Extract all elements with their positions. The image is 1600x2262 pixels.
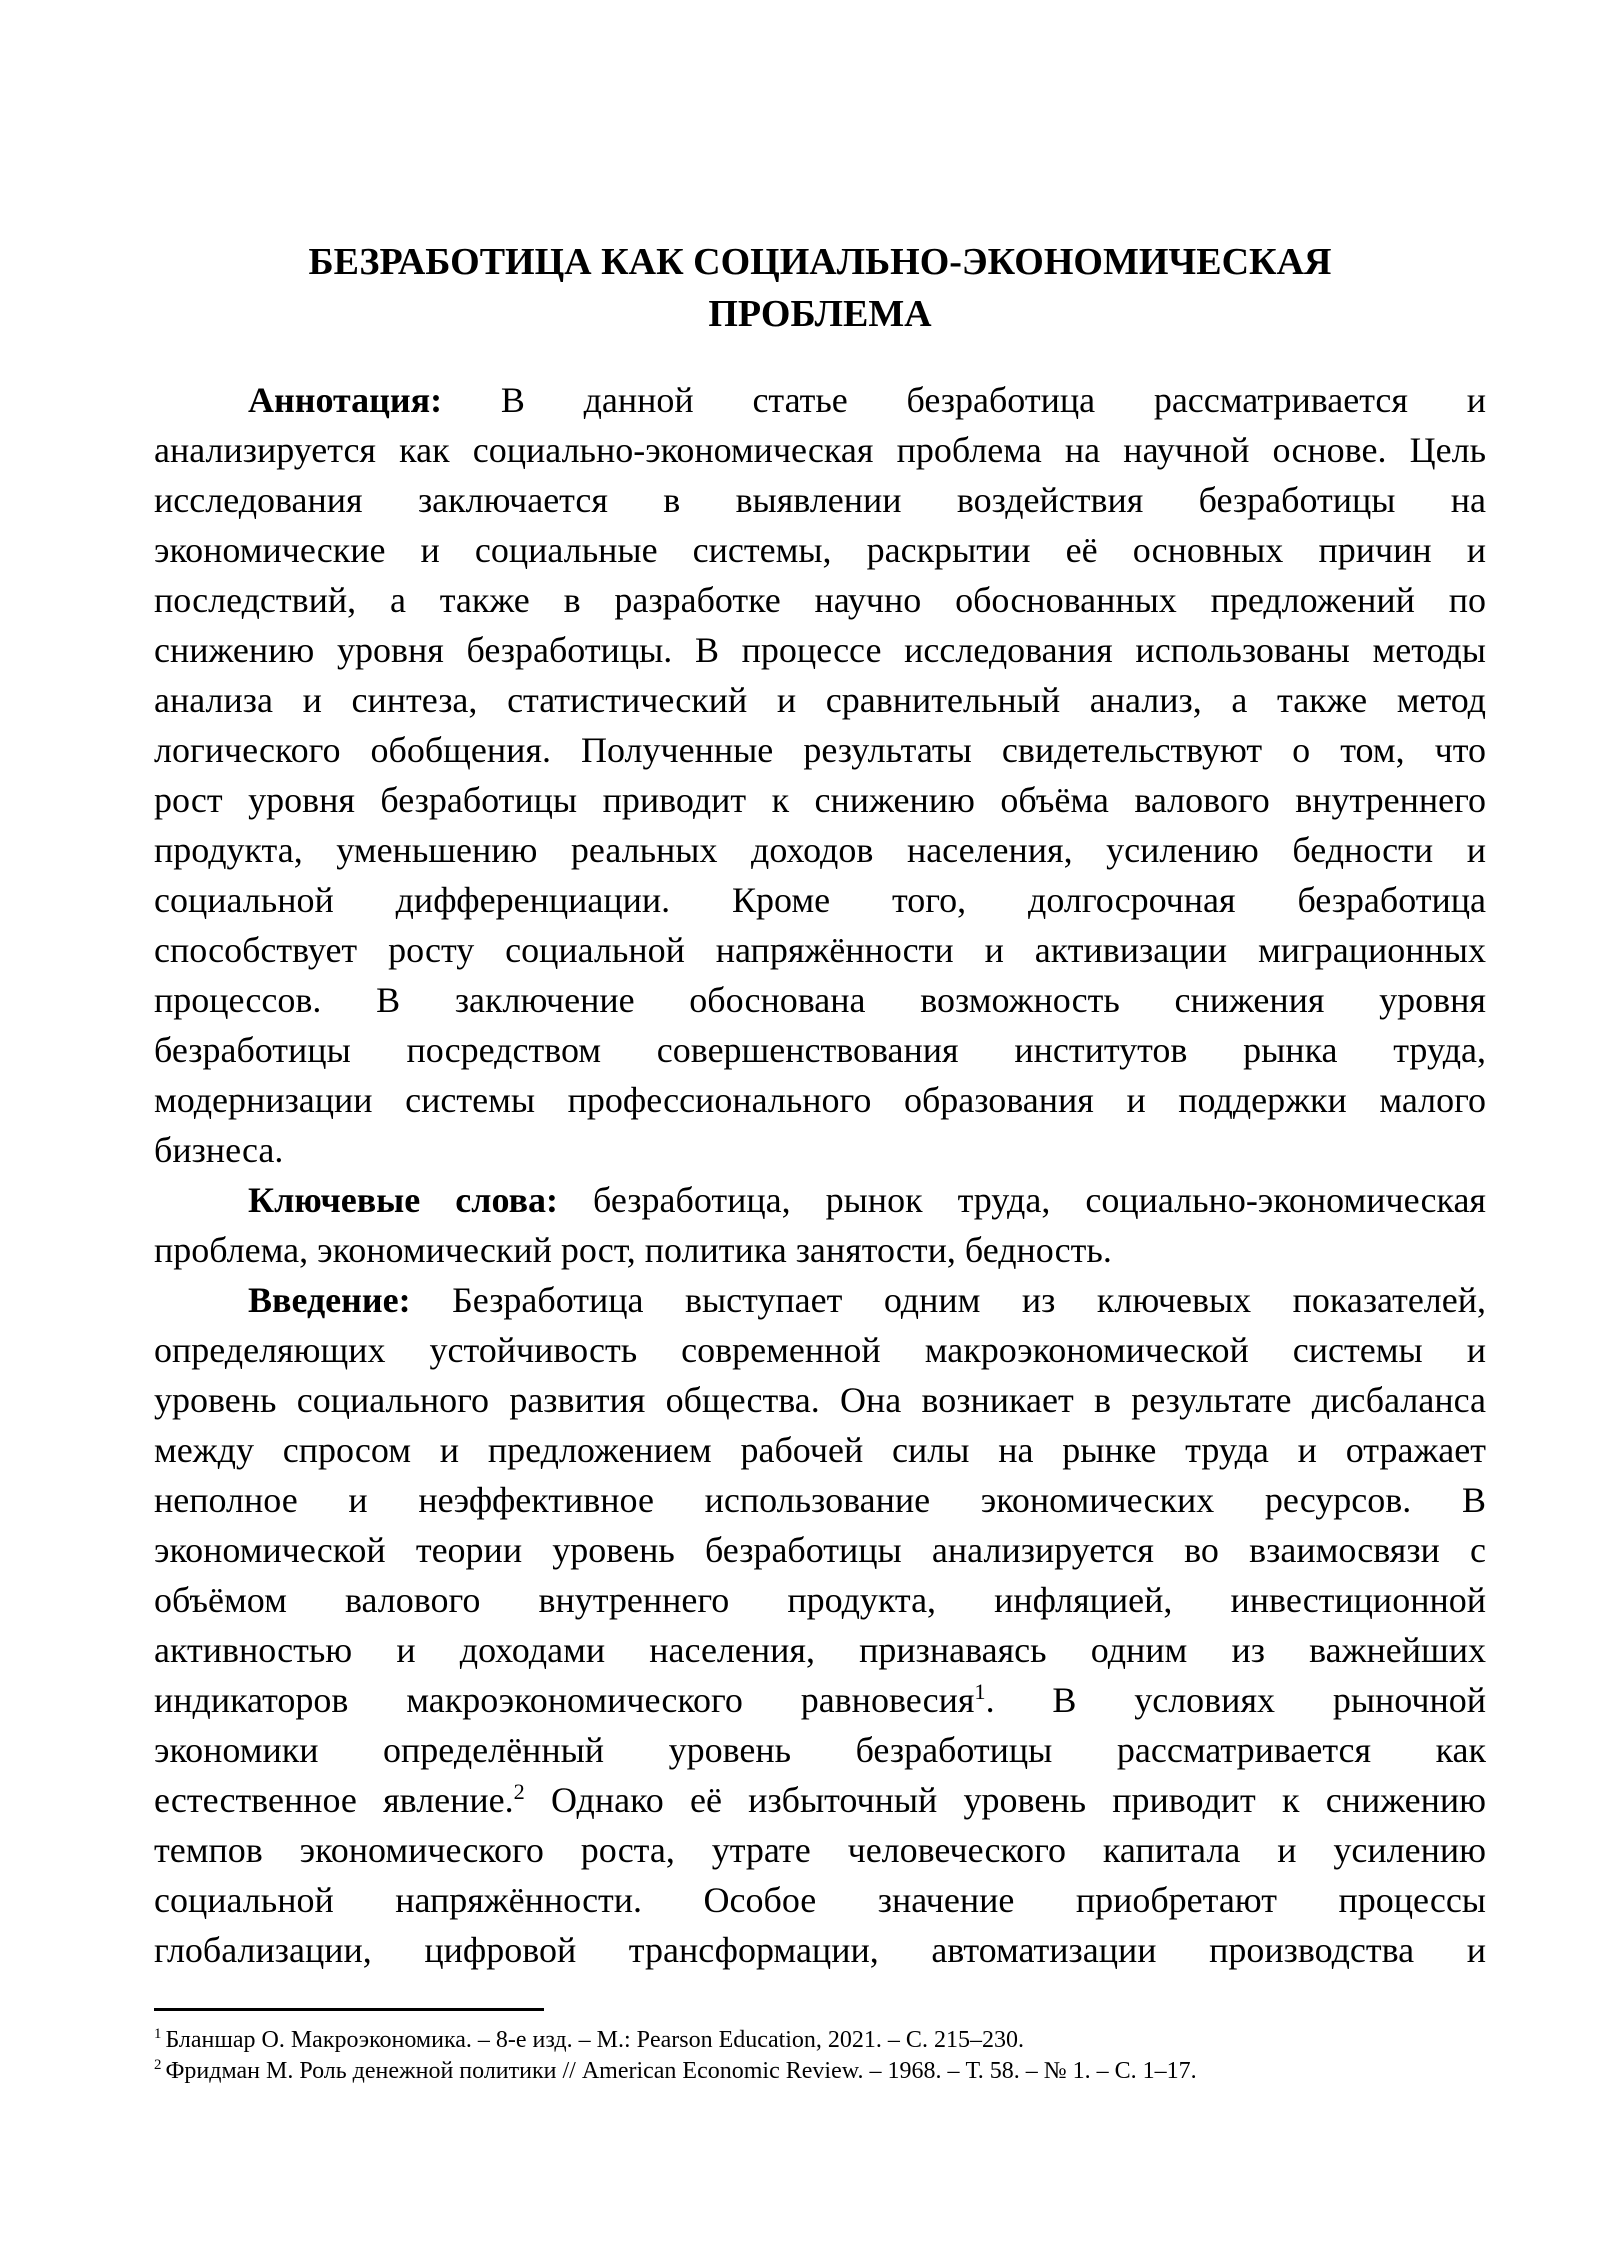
text-line-abstract: снижению уровня безработицы. В процессе исследования использованы методы [154,630,1486,670]
article-title-line-2: ПРОБЛЕМА [708,293,932,335]
text-line-introduction: уровень социального развития общества. Она возникает в результате дисбаланса [154,1380,1486,1420]
text-line-abstract: экономические и социальные системы, раскрытии её основных причин и [154,530,1486,570]
text-line-keywords: Ключевые слова: безработица, рынок труда, социально-экономическая [248,1180,1486,1220]
text-line-introduction: объёмом валового внутреннего продукта, инфляцией, инвестиционной [154,1580,1486,1620]
text-line-abstract: способствует росту социальной напряжённости и активизации миграционных [154,930,1486,970]
text-line-abstract: анализа и синтеза, статистический и сравнительный анализ, а также метод [154,680,1486,720]
text-line-introduction: экономической теории уровень безработицы анализируется во взаимосвязи с [154,1530,1486,1570]
text-line-abstract: последствий, а также в разработке научно обоснованных предложений по [154,580,1486,620]
text-line-abstract: исследования заключается в выявлении воздействия безработицы на [154,480,1486,520]
article-title-line-1: БЕЗРАБОТИЦА КАК СОЦИАЛЬНО-ЭКОНОМИЧЕСКАЯ [308,241,1332,283]
text-line-abstract: процессов. В заключение обоснована возможность снижения уровня [154,980,1486,1020]
footnote-1: $^1$ Бланшар О. Макроэкономика. – 8-е изд. – М.: Pearson Education, 2021. – С. 215–230. [154,2026,1024,2053]
footnote-2: $^2$ Фридман М. Роль денежной политики // American Economic Review. – 1968. – Т. 58. – № 1. – С. 1–17. [154,2057,1197,2084]
text-line-introduction: глобализации, цифровой трансформации, автоматизации производства и [154,1930,1486,1970]
text-line-abstract: анализируется как социально-экономическая проблема на научной основе. Цель [154,430,1486,470]
text-line-abstract: рост уровня безработицы приводит к снижению объёма валового внутреннего [154,780,1486,820]
text-line-abstract: бизнеса. [154,1130,284,1170]
text-line-introduction: между спросом и предложением рабочей силы на рынке труда и отражает [154,1430,1486,1470]
text-line-introduction: темпов экономического роста, утрате человеческого капитала и усилению [154,1830,1486,1870]
text-line-abstract: Аннотация: В данной статье безработица рассматривается и [248,380,1486,420]
text-line-abstract: безработицы посредством совершенствования институтов рынка труда, [154,1030,1486,1070]
article-body [154,375,1486,1975]
text-line-keywords: проблема, экономический рост, политика занятости, бедность. [154,1230,1112,1270]
footnote-number: 1 [154,2026,162,2042]
text-line-introduction: активностью и доходами населения, признаваясь одним из важнейших [154,1630,1486,1670]
text-line-abstract: продукта, уменьшению реальных доходов населения, усилению бедности и [154,830,1486,870]
text-line-introduction: социальной напряжённости. Особое значение приобретают процессы [154,1880,1486,1920]
text-line-introduction: неполное и неэффективное использование экономических ресурсов. В [154,1480,1486,1520]
article-title [154,0,1486,340]
text-line-introduction: естественное явление.$^2$ Однако её избыточный уровень приводит к снижению [154,1779,1487,1820]
text-line-introduction: Введение: Безработица выступает одним из ключевых показателей, [248,1280,1486,1320]
footnote-separator [154,2008,544,2011]
text-line-abstract: социальной дифференциации. Кроме того, долгосрочная безработица [154,880,1486,920]
footnote-list [154,2025,1486,2087]
text-line-introduction: экономики определённый уровень безработицы рассматривается как [154,1730,1486,1770]
text-line-introduction: определяющих устойчивость современной макроэкономической системы и [154,1330,1486,1370]
text-line-abstract: логического обобщения. Полученные результаты свидетельствуют о том, что [154,730,1486,770]
text-line-abstract: модернизации системы профессионального образования и поддержки малого [154,1080,1486,1120]
text-line-introduction: индикаторов макроэкономического равновесия$^1$. В условиях рыночной [154,1679,1486,1720]
footnote-number: 2 [154,2057,162,2073]
footnotes-section [154,2008,1486,2087]
